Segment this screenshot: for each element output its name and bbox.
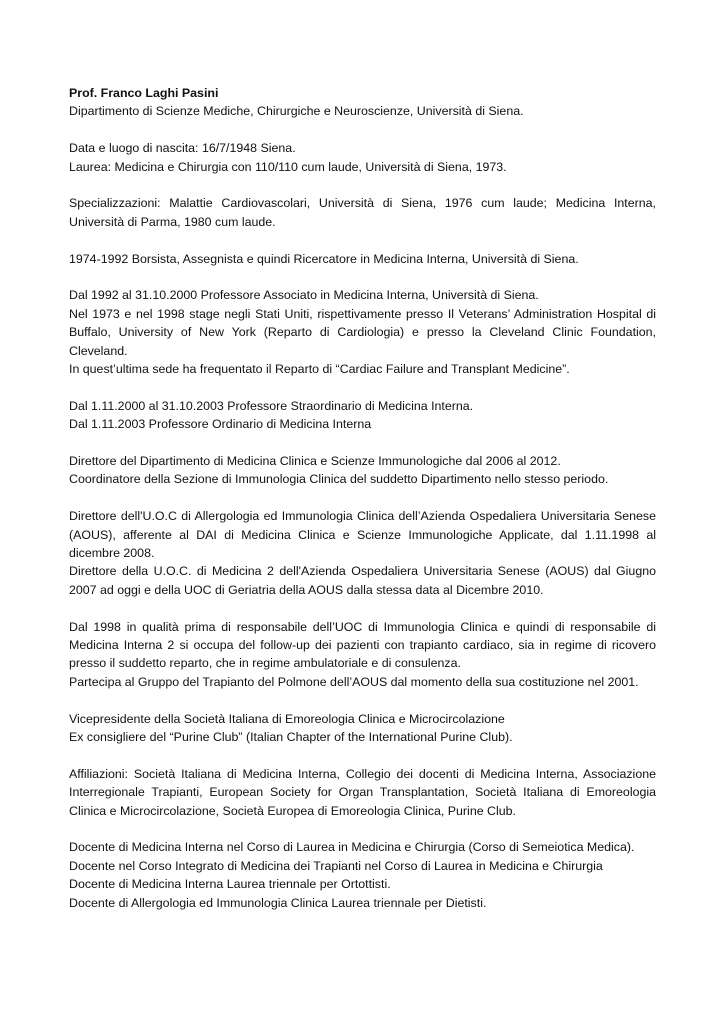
department-roles-block <box>69 452 656 489</box>
affiliations-text: Affiliazioni: Società Italiana di Medicina Interna, Collegio dei docenti di Medicina Interna, Associazione Interregionale Trapianti, European Society for Organ Transplantation, Società Italiana di Emoreologia Clinica e Microcircolazione, Società Europea di Emoreologia Clinica, Purine Club. <box>69 766 656 818</box>
cleveland-line: In quest’ultima sede ha frequentato il Reparto di “Cardiac Failure and Transplant Medicine”. <box>69 362 570 377</box>
straordinario-line: Dal 1.11.2000 al 31.10.2003 Professore Straordinario di Medicina Interna. <box>69 398 474 413</box>
associate-block <box>69 286 656 378</box>
department-line: Dipartimento di Scienze Mediche, Chirurgiche e Neuroscienze, Università di Siena. <box>69 104 524 119</box>
associate-line: Dal 1992 al 31.10.2000 Professore Associato in Medicina Interna, Università di Siena. <box>69 288 539 303</box>
person-name: Prof. Franco Laghi Pasini <box>69 86 219 100</box>
birth-line: Data e luogo di nascita: 16/7/1948 Siena. <box>69 141 296 156</box>
affiliations-block <box>69 765 656 820</box>
birth-block <box>69 139 656 176</box>
section-coordinator-line: Coordinatore della Sezione di Immunologia Clinica del suddetto Dipartimento nello stesso periodo. <box>69 472 609 487</box>
allergology-director-text: Direttore dell'U.O.C di Allergologia ed Immunologia Clinica dell’Azienda Ospedaliera Universitaria Senese (AOUS), afferente al DAI di Medicina Clinica e Scienze Immunologiche Applicate, dal 1.11.1998 al dicembre 2008. <box>69 509 656 561</box>
cv-document <box>69 84 656 912</box>
ordinario-line: Dal 1.11.2003 Professore Ordinario di Medicina Interna <box>69 417 372 432</box>
lung-transplant-line: Partecipa al Gruppo del Trapianto del Polmone dell’AOUS dal momento della sua costituzione nel 2001. <box>69 674 639 689</box>
teaching-item: Docente di Medicina Interna Laurea triennale per Ortottisti. <box>69 877 391 892</box>
header-block <box>69 84 656 121</box>
early-career-block <box>69 250 656 268</box>
transplant-block <box>69 618 656 692</box>
vice-president-line: Vicepresidente della Società Italiana di Emoreologia Clinica e Microcircolazione <box>69 711 505 726</box>
uoc-roles-block <box>69 507 656 599</box>
us-stage-text: Nel 1973 e nel 1998 stage negli Stati Uniti, rispettivamente presso Il Veterans’ Administration Hospital di Buffalo, University of New York (Reparto di Cardiologia) e presso la Cleveland Clinic Foundation, Cleveland. <box>69 306 656 358</box>
teaching-item: Docente di Allergologia ed Immunologia Clinica Laurea triennale per Dietisti. <box>69 895 487 910</box>
teaching-block <box>69 838 656 912</box>
transplant-followup-text: Dal 1998 in qualità prima di responsabile dell’UOC di Immunologia Clinica e quindi di responsabile di Medicina Interna 2 si occupa del follow-up dei pazienti con trapianto cardiaco, sia in regime di ricovero presso il suddetto reparto, che in regime ambulatoriale e di consulenza. <box>69 619 656 671</box>
teaching-item: Docente di Medicina Interna nel Corso di Laurea in Medicina e Chirurgia (Corso di Semeiotica Medica). <box>69 840 635 855</box>
specializations-text: Specializzazioni: Malattie Cardiovascolari, Università di Siena, 1976 cum laude; Medicina Interna, Università di Parma, 1980 cum laude. <box>69 196 656 229</box>
societies-block <box>69 710 656 747</box>
early-career-text: 1974-1992 Borsista, Assegnista e quindi Ricercatore in Medicina Interna, Università di Siena. <box>69 251 579 266</box>
medicine2-director-text: Direttore della U.O.C. di Medicina 2 dell'Azienda Ospedaliera Universitaria Senese (AOUS) dal Giugno 2007 ad oggi e della UOC di Geriatria della AOUS dalla stessa data al Dicembre 2010. <box>69 564 656 597</box>
specializations-block <box>69 194 656 231</box>
degree-line: Laurea: Medicina e Chirurgia con 110/110 cum laude, Università di Siena, 1973. <box>69 159 507 174</box>
purine-club-line: Ex consigliere del “Purine Club” (Italian Chapter of the International Purine Club). <box>69 730 513 745</box>
department-director-line: Direttore del Dipartimento di Medicina Clinica e Scienze Immunologiche dal 2006 al 2012. <box>69 454 561 469</box>
professorship-block <box>69 397 656 434</box>
teaching-item: Docente nel Corso Integrato di Medicina dei Trapianti nel Corso di Laurea in Medicina e Chirurgia <box>69 858 603 873</box>
